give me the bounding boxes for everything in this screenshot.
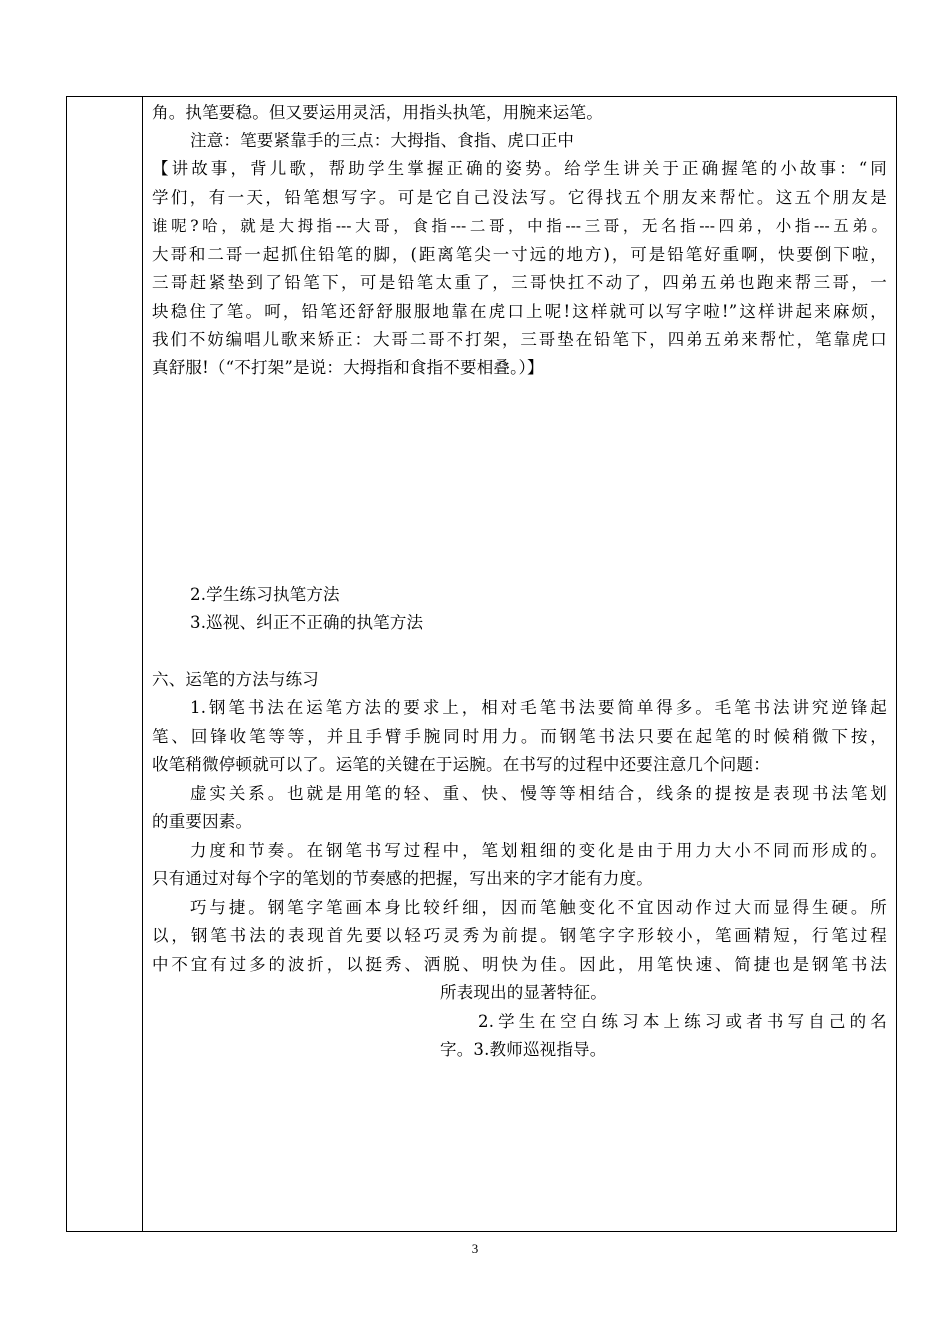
- text-line: 【讲故事，背儿歌，帮助学生掌握正确的姿势。给学生讲关于正确握笔的小故事：“同: [152, 159, 887, 178]
- text-line: 中不宜有过多的波折，以挺秀、洒脱、明快为佳。因此，用笔快速、简捷也是钢笔书法: [152, 955, 887, 974]
- text-line: 只有通过对每个字的笔划的节奏感的把握，写出来的字才能有力度。: [152, 869, 653, 888]
- text-line: 大哥和二哥一起抓住铅笔的脚，(距离笔尖一寸远的地方)，可是铅笔好重啊，快要倒下啦，: [152, 245, 887, 264]
- text-line: 3.巡视、纠正不正确的执笔方法: [190, 613, 424, 632]
- text-line: 2.学生在空白练习本上练习或者书写自己的名: [478, 1012, 887, 1031]
- text-line: 以，钢笔书法的表现首先要以轻巧灵秀为前提。钢笔字字形较小，笔画精短，行笔过程: [152, 926, 887, 945]
- text-line: 块稳住了笔。呵，铅笔还舒舒服服地靠在虎口上呢!这样就可以写字啦!”这样讲起来麻烦，: [152, 302, 887, 321]
- column-divider: [142, 96, 143, 1232]
- text-line: 真舒服!（“不打架”是说：大拇指和食指不要相叠。）】: [152, 358, 544, 377]
- text-line: 学们，有一天，铅笔想写字。可是它自己没法写。它得找五个朋友来帮忙。这五个朋友是: [152, 188, 887, 207]
- text-line: 三哥赶紧垫到了铅笔下，可是铅笔太重了，三哥快扛不动了，四弟五弟也跑来帮三哥，一: [152, 273, 887, 292]
- text-line: 角。执笔要稳。但又要运用灵活，用指头执笔，用腕来运笔。: [152, 103, 603, 122]
- page-number: 3: [471, 1241, 479, 1256]
- section-heading: 六、运笔的方法与练习: [152, 670, 319, 689]
- text-line: 收笔稍微停顿就可以了。运笔的关键在于运腕。在书写的过程中还要注意几个问题：: [152, 755, 770, 774]
- table-frame: [66, 96, 897, 1232]
- text-line: 2.学生练习执笔方法: [190, 585, 340, 604]
- text-line: 所表现出的显著特征。: [440, 983, 607, 1002]
- text-line: 1.钢笔书法在运笔方法的要求上，相对毛笔书法要简单得多。毛笔书法讲究逆锋起: [190, 698, 887, 717]
- text-line: 虚实关系。也就是用笔的轻、重、快、慢等等相结合，线条的提按是表现书法笔划: [190, 784, 887, 803]
- text-line: 笔、回锋收笔等等，并且手臂手腕同时用力。而钢笔书法只要在起笔的时候稍微下按，: [152, 727, 887, 746]
- text-line: 的重要因素。: [152, 812, 253, 831]
- text-line: 字。3.教师巡视指导。: [440, 1040, 607, 1059]
- text-line: 我们不妨编唱儿歌来矫正：大哥二哥不打架，三哥垫在铅笔下，四弟五弟来帮忙，笔靠虎口: [152, 330, 887, 349]
- text-line: 力度和节奏。在钢笔书写过程中，笔划粗细的变化是由于用力大小不同而形成的。: [190, 841, 887, 860]
- text-line: 巧与捷。钢笔字笔画本身比较纤细，因而笔触变化不宜因动作过大而显得生硬。所: [190, 898, 887, 917]
- text-line: 注意：笔要紧靠手的三点：大拇指、食指、虎口正中: [190, 131, 575, 150]
- text-line: 谁呢?哈，就是大拇指---大哥，食指---二哥，中指---三哥，无名指---四弟，小指---五弟。: [152, 217, 887, 235]
